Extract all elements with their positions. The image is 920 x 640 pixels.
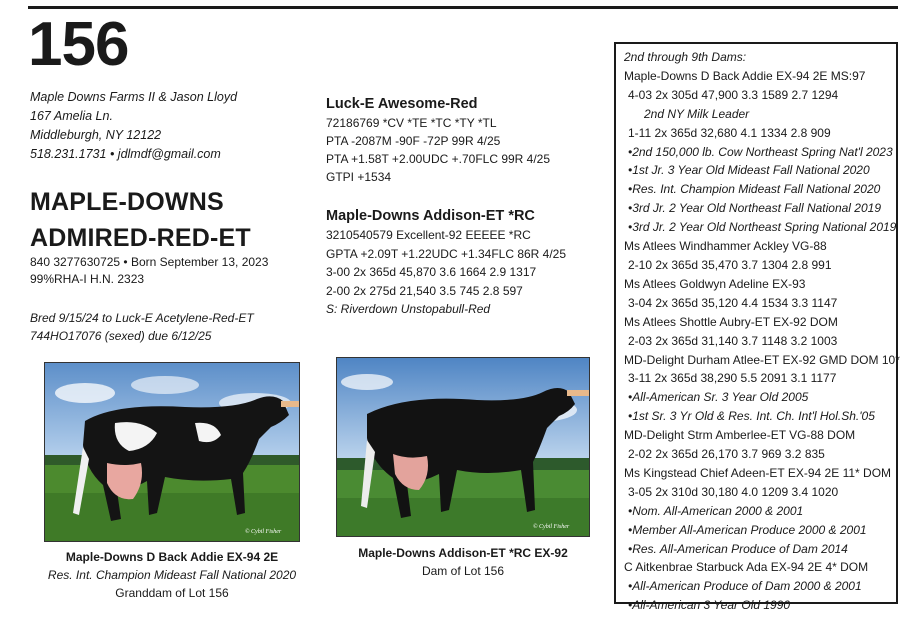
pedigree-heading: 2nd through 9th Dams: xyxy=(624,50,747,64)
sire-line: PTA +1.58T +2.00UDC +.70FLC 99R 4/25 xyxy=(326,152,551,166)
sire-line: 72186769 *CV *TE *TC *TY *TL xyxy=(326,116,497,130)
caption-award: Res. Int. Champion Mideast Fall National 2020 xyxy=(47,568,297,582)
pedigree-award: •Res. All-American Produce of Dam 2014 xyxy=(628,541,848,556)
dam-line: GPTA +2.09T +1.22UDC +1.34FLC 86R 4/25 xyxy=(326,246,567,261)
dam-record: 2-00 2x 275d 21,540 3.5 745 2.8 597 xyxy=(326,283,523,298)
pedigree-award: 2nd NY Milk Leader xyxy=(644,106,750,121)
pedigree-dam-name: Ms Kingstead Chief Adeen-ET EX-94 2E 11* DOM xyxy=(624,465,892,480)
pedigree-dam-name: Ms Atlees Goldwyn Adeline EX-93 xyxy=(624,276,806,291)
pedigree-award: •3rd Jr. 2 Year Old Northeast Fall National 2019 xyxy=(628,201,882,216)
pedigree-record: 3-04 2x 365d 35,120 4.4 1534 3.3 1147 xyxy=(628,295,838,310)
dam-photo xyxy=(336,357,590,537)
pedigree-dam-name: MD-Delight Durham Atlee-ET EX-92 GMD DOM 10* xyxy=(624,352,900,367)
animal-name-line1: MAPLE-DOWNS xyxy=(30,188,224,216)
sire-name: Luck-E Awesome-Red xyxy=(326,96,478,112)
pedigree-record: 4-03 2x 305d 47,900 3.3 1589 2.7 1294 xyxy=(628,87,839,102)
caption-title: Maple-Downs Addison-ET *RC EX-92 xyxy=(358,546,568,560)
lot-number: 156 xyxy=(28,10,129,79)
pedigree-dam-name: Maple-Downs D Back Addie EX-94 2E MS:97 xyxy=(624,68,866,83)
pedigree-lines xyxy=(624,67,900,615)
breeding-info xyxy=(30,309,254,345)
pedigree-award: •Member All-American Produce 2000 & 2001 xyxy=(628,522,867,537)
dam-block xyxy=(326,206,566,319)
pedigree-dam-name: C Aitkenbrae Starbuck Ada EX-94 2E 4* DOM xyxy=(624,560,869,575)
pedigree-dam-name: Ms Atlees Windhammer Ackley VG-88 xyxy=(624,239,827,254)
animal-ids xyxy=(30,254,268,288)
pedigree-box xyxy=(614,42,900,613)
dam-caption xyxy=(313,544,613,580)
pedigree-award: •Nom. All-American 2000 & 2001 xyxy=(628,503,804,518)
pedigree-award: •1st Sr. 3 Yr Old & Res. Int. Ch. Int'l Hol.Sh.'05 xyxy=(628,409,875,424)
pedigree-record: 2-02 2x 365d 26,170 3.7 969 3.2 835 xyxy=(628,447,825,462)
pedigree-award: •Res. Int. Champion Mideast Fall National 2020 xyxy=(628,182,881,197)
consignor-contact: 518.231.1731 • jdlmdf@gmail.com xyxy=(30,147,221,161)
consignor-city: Middleburgh, NY 12122 xyxy=(30,128,162,142)
pedigree-record: 3-11 2x 365d 38,290 5.5 2091 3.1 1177 xyxy=(628,371,837,386)
dam-sire-line: S: Riverdown Unstopabull-Red xyxy=(326,302,491,316)
caption-relation: Dam of Lot 156 xyxy=(421,564,505,578)
registration-line: 840 3277630725 • Born September 13, 2023 xyxy=(30,255,269,269)
pedigree-award: •2nd 150,000 lb. Cow Northeast Spring Nat'l 2023 xyxy=(628,144,893,159)
dam-record: 3-00 2x 365d 45,870 3.6 1664 2.9 1317 xyxy=(326,265,537,279)
pedigree-award: •All-American Produce of Dam 2000 & 2001 xyxy=(628,579,862,594)
pedigree-record: 2-03 2x 365d 31,140 3.7 1148 3.2 1003 xyxy=(628,333,838,348)
caption-relation: Granddam of Lot 156 xyxy=(115,586,229,600)
pedigree-record: 3-05 2x 310d 30,180 4.0 1209 3.4 1020 xyxy=(628,484,839,499)
pedigree-record: 2-10 2x 365d 35,470 3.7 1304 2.8 991 xyxy=(628,257,832,272)
sire-line: PTA -2087M -90F -72P 99R 4/25 xyxy=(326,134,501,148)
granddam-photo xyxy=(44,362,300,542)
photo-watermark: © Cybil Fisher xyxy=(245,529,282,535)
photo-watermark: © Cybil Fisher xyxy=(533,524,570,530)
top-rule xyxy=(28,6,898,9)
consignor-name: Maple Downs Farms II & Jason Lloyd xyxy=(30,90,238,104)
caption-title: Maple-Downs D Back Addie EX-94 2E xyxy=(65,550,279,564)
pedigree-dam-name: MD-Delight Strm Amberlee-ET VG-88 DOM xyxy=(624,428,856,443)
pedigree-record: 1-11 2x 365d 32,680 4.1 1334 2.8 909 xyxy=(628,125,831,140)
bred-line2: 744HO17076 (sexed) due 6/12/25 xyxy=(30,329,212,343)
pedigree-award: •All-American Sr. 3 Year Old 2005 xyxy=(628,390,809,405)
dam-line: 3210540579 Excellent-92 EEEEE *RC xyxy=(326,228,531,242)
animal-name xyxy=(30,184,251,256)
granddam-caption xyxy=(22,548,322,602)
sire-block xyxy=(326,94,550,186)
bred-line1: Bred 9/15/24 to Luck-E Acetylene-Red-ET xyxy=(30,311,254,325)
pedigree-award: •3rd Jr. 2 Year Old Northeast Spring National 2019 xyxy=(628,220,897,235)
pedigree-dam-name: Ms Atlees Shottle Aubry-ET EX-92 DOM xyxy=(624,314,838,329)
pedigree-award: •All-American 3 Year Old 1990 xyxy=(628,598,791,613)
animal-name-line2: ADMIRED-RED-ET xyxy=(30,224,251,252)
dam-name: Maple-Downs Addison-ET *RC xyxy=(326,208,535,224)
genetics-line: 99%RHA-I H.N. 2323 xyxy=(30,272,145,286)
consignor-street: 167 Amelia Ln. xyxy=(30,109,113,123)
pedigree-award: •1st Jr. 3 Year Old Mideast Fall National 2020 xyxy=(628,163,870,178)
sire-line: GTPI +1534 xyxy=(326,170,392,184)
consignor-info xyxy=(30,88,237,164)
